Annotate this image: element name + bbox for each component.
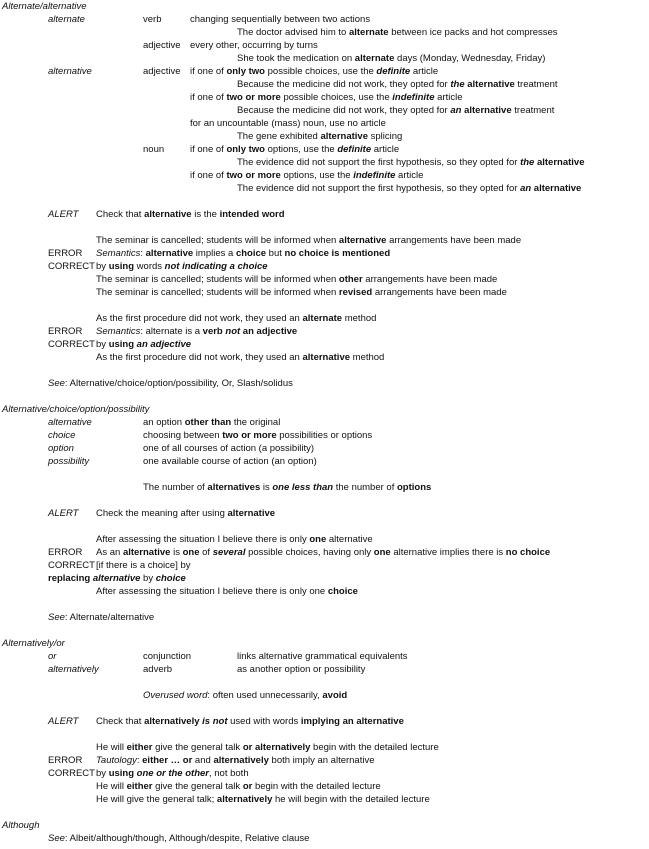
text-cell: alternative	[48, 417, 92, 428]
text-cell: ERROR	[48, 326, 83, 337]
text-cell: ALERT	[48, 209, 79, 220]
text-cell: He will either give the general talk or alternatively begin with the detailed lecture	[96, 742, 439, 753]
text-cell: Semantics: alternative implies a choice but no choice is mentioned	[96, 248, 391, 259]
text-cell: As the first procedure did not work, they used an alternate method	[96, 313, 377, 324]
text-cell: if one of two or more possible choices, use the indefinite article	[190, 92, 463, 103]
text-cell: See: Alternate/alternative	[48, 612, 155, 623]
text-cell: if one of two or more options, use the indefinite article	[190, 170, 424, 181]
text-cell: alternative	[48, 66, 92, 77]
text-cell: After assessing the situation I believe there is only one choice	[96, 586, 358, 597]
text-cell: by using words not indicating a choice	[96, 261, 268, 272]
text-cell: adverb	[143, 664, 173, 675]
text-cell: Because the medicine did not work, they opted for an alternative treatment	[237, 105, 555, 116]
text-cell: conjunction	[143, 651, 192, 662]
text-cell: if one of only two possible choices, use the definite article	[190, 66, 439, 77]
text-cell: ERROR	[48, 755, 83, 766]
text-cell: option	[48, 443, 74, 454]
text-cell: The number of alternatives is one less than the number of options	[143, 482, 432, 493]
text-cell: replacing alternative by choice	[48, 573, 186, 584]
text-cell: The doctor advised him to alternate between ice packs and hot compresses	[237, 27, 558, 38]
text-cell: See: Alternative/choice/option/possibility, Or, Slash/solidus	[48, 378, 293, 389]
text-cell: The seminar is cancelled; students will be informed when revised arrangements have been made	[96, 287, 507, 298]
text-cell: The evidence did not support the first hypothesis, so they opted for the alternative	[237, 157, 585, 168]
text-cell: adjective	[143, 66, 181, 77]
text-cell: choosing between two or more possibilities or options	[143, 430, 373, 441]
text-cell: After assessing the situation I believe there is only one alternative	[96, 534, 373, 545]
text-cell: ERROR	[48, 547, 83, 558]
text-cell: Overused word: often used unnecessarily, avoid	[143, 690, 348, 701]
text-cell: CORRECT	[48, 768, 95, 779]
text-cell: for an uncountable (mass) noun, use no article	[190, 118, 386, 129]
text-cell: The gene exhibited alternative splicing	[237, 131, 403, 142]
text-cell: changing sequentially between two actions	[190, 14, 371, 25]
text-cell: one of all courses of action (a possibility)	[143, 443, 315, 454]
text-cell: Semantics: alternate is a verb not an adjective	[96, 326, 298, 337]
text-cell: Alternate/alternative	[2, 1, 87, 12]
text-cell: The seminar is cancelled; students will be informed when other arrangements have been made	[96, 274, 498, 285]
text-cell: He will either give the general talk or begin with the detailed lecture	[96, 781, 381, 792]
text-cell: Tautology: either … or and alternatively both imply an alternative	[96, 755, 375, 766]
text-cell: by using one or the other, not both	[96, 768, 249, 779]
text-cell: CORRECT	[48, 261, 95, 272]
text-cell: by using an adjective	[96, 339, 192, 350]
text-cell: verb	[143, 14, 162, 25]
text-cell: one available course of action (an option)	[143, 456, 317, 467]
text-cell: alternate	[48, 14, 85, 25]
text-cell: ERROR	[48, 248, 83, 259]
text-cell: ALERT	[48, 508, 79, 519]
text-cell: CORRECT	[48, 560, 95, 571]
text-cell: The evidence did not support the first hypothesis, so they opted for an alternative	[237, 183, 582, 194]
text-cell: Check that alternatively is not used with words implying an alternative	[96, 716, 404, 727]
text-cell: possibility	[48, 456, 90, 467]
text-cell: ALERT	[48, 716, 79, 727]
text-cell: adjective	[143, 40, 181, 51]
text-cell: every other, occurring by turns	[190, 40, 318, 51]
text-cell: As the first procedure did not work, they used an alternative method	[96, 352, 385, 363]
text-cell: links alternative grammatical equivalents	[237, 651, 408, 662]
text-cell: alternatively	[48, 664, 99, 675]
text-cell: [if there is a choice] by	[96, 560, 191, 571]
text-cell: noun	[143, 144, 165, 155]
text-cell: if one of only two options, use the definite article	[190, 144, 400, 155]
text-cell: Check that alternative is the intended word	[96, 209, 285, 220]
text-cell: The seminar is cancelled; students will be informed when alternative arrangements have been made	[96, 235, 522, 246]
text-cell: Because the medicine did not work, they opted for the alternative treatment	[237, 79, 558, 90]
text-cell: He will give the general talk; alternatively he will begin with the detailed lecture	[96, 794, 430, 805]
text-cell: as another option or possibility	[237, 664, 366, 675]
text-cell: or	[48, 651, 57, 662]
text-cell: As an alternative is one of several possible choices, having only one alternative implies there is no choice	[96, 547, 551, 558]
text-cell: She took the medication on alternate days (Monday, Wednesday, Friday)	[237, 53, 546, 64]
text-cell: Alternatively/or	[2, 638, 65, 649]
text-cell: Although	[2, 820, 40, 831]
text-cell: choice	[48, 430, 76, 441]
text-cell: Check the meaning after using alternative	[96, 508, 276, 519]
text-cell: Alternative/choice/option/possibility	[2, 404, 150, 415]
text-cell: See: Albeit/although/though, Although/despite, Relative clause	[48, 833, 310, 844]
text-cell: an option other than the original	[143, 417, 281, 428]
text-cell: CORRECT	[48, 339, 95, 350]
